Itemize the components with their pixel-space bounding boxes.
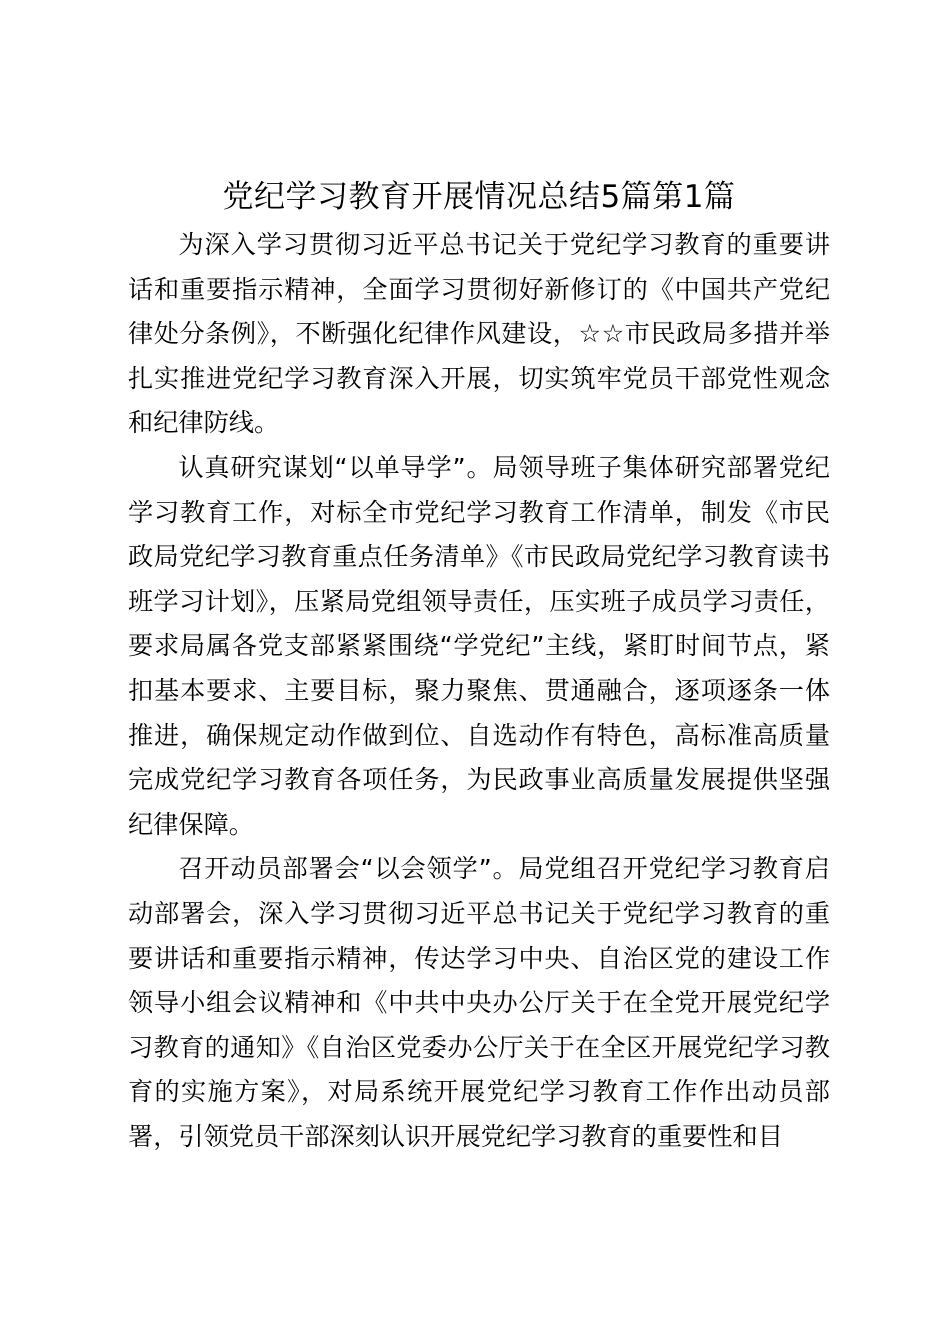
document-title: 党纪学习教育开展情况总结5篇第1篇 (222, 179, 736, 215)
paragraph-mobilization: 召开动员部署会“以会领学”。局党组召开党纪学习教育启动部署会，深入学习贯彻习近平总书记关于党纪学习教育的重要讲话和重要指示精神，传达学习中央、自治区党的建设工作领导小组会议精神和《中共中央办公厅关于在全党开展党纪学习教育的通知》《自治区党委办公厅关于在全区开展党纪学习教育的实施方案》，对局系统开展党纪学习教育工作作出动员部署，引领党员干部深刻认识开展党纪学习教育的重要性和目 (128, 854, 830, 1151)
paragraph-planning: 认真研究谋划“以单导学”。局领导班子集体研究部署党纪学习教育工作，对标全市党纪学习教育工作清单，制发《市民政局党纪学习教育重点任务清单》《市民政局党纪学习教育读书班学习计划》，压紧局党组领导责任，压实班子成员学习责任，要求局属各党支部紧紧围绕“学党纪”主线，紧盯时间节点，紧扣基本要求、主要目标，聚力聚焦、贯通融合，逐项逐条一体推进，确保规定动作做到位、自选动作有特色，高标准高质量完成党纪学习教育各项任务，为民政事业高质量发展提供坚强纪律保障。 (128, 452, 830, 839)
document-page (128, 171, 830, 1159)
paragraph-intro: 为深入学习贯彻习近平总书记关于党纪学习教育的重要讲话和重要指示精神，全面学习贯彻好新修订的《中国共产党纪律处分条例》，不断强化纪律作风建设，☆☆市民政局多措并举扎实推进党纪学习教育深入开展，切实筑牢党员干部党性观念和纪律防线。 (128, 230, 830, 438)
